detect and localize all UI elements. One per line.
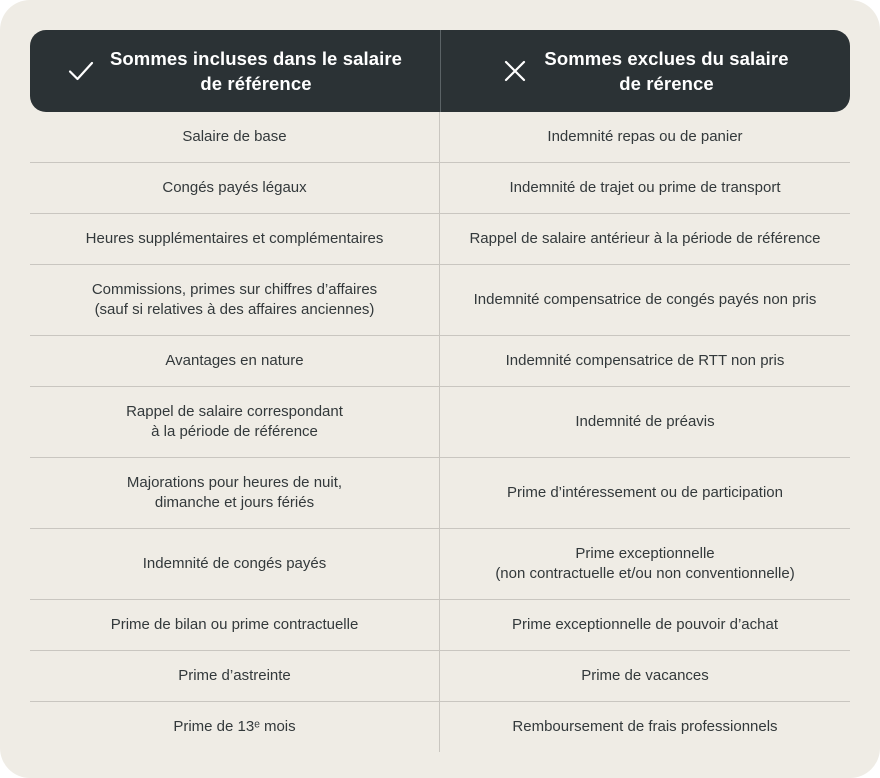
table-row (30, 265, 850, 336)
excluded-item: Rappel de salaire antérieur à la période de référence (469, 230, 821, 247)
excluded-item: Remboursement de frais professionnels (512, 718, 778, 735)
included-item: Indemnité de congés payés (142, 555, 327, 572)
included-item: Salaire de base (182, 128, 287, 145)
included-item: Congés payés légaux (162, 179, 307, 196)
excluded-item: Prime exceptionnelle (non contractuelle et/ou non conventionnelle) (495, 545, 795, 582)
included-item: Prime de 13ᵉ mois (173, 718, 296, 735)
table-row (30, 600, 850, 651)
included-header (30, 30, 440, 112)
excluded-item: Prime exceptionnelle de pouvoir d’achat (512, 616, 778, 633)
excluded-item: Prime d’intéressement ou de participation (507, 484, 783, 501)
excluded-header-title: Sommes exclues du salaire de rérence (544, 48, 789, 94)
included-item: Majorations pour heures de nuit, dimanche et jours fériés (126, 474, 343, 511)
excluded-item: Indemnité repas ou de panier (547, 128, 743, 145)
table-row (30, 214, 850, 265)
included-item: Avantages en nature (165, 352, 304, 369)
table-row (30, 458, 850, 529)
included-header-title: Sommes incluses dans le salaire de référence (109, 48, 403, 94)
table-row (30, 387, 850, 458)
comparison-table (30, 30, 850, 752)
table-row (30, 651, 850, 702)
included-item: Prime de bilan ou prime contractuelle (110, 616, 359, 633)
excluded-item: Indemnité de trajet ou prime de transport (509, 179, 781, 196)
included-item: Rappel de salaire correspondant à la période de référence (126, 403, 343, 440)
included-item: Prime d’astreinte (178, 667, 291, 684)
table-row (30, 163, 850, 214)
table-row (30, 529, 850, 600)
excluded-header (440, 30, 850, 112)
table-row (30, 702, 850, 752)
excluded-item: Indemnité de préavis (575, 413, 715, 430)
table-header (30, 30, 850, 112)
table-row (30, 336, 850, 387)
included-item: Commissions, primes sur chiffres d’affaires (sauf si relatives à des affaires anciennes) (91, 281, 378, 318)
cross-icon (502, 58, 528, 84)
table-row (30, 112, 850, 163)
excluded-item: Prime de vacances (581, 667, 709, 684)
included-item: Heures supplémentaires et complémentaires (85, 230, 384, 247)
excluded-item: Indemnité compensatrice de RTT non pris (505, 352, 785, 369)
checkmark-icon (68, 58, 94, 84)
excluded-item: Indemnité compensatrice de congés payés non pris (473, 291, 817, 308)
